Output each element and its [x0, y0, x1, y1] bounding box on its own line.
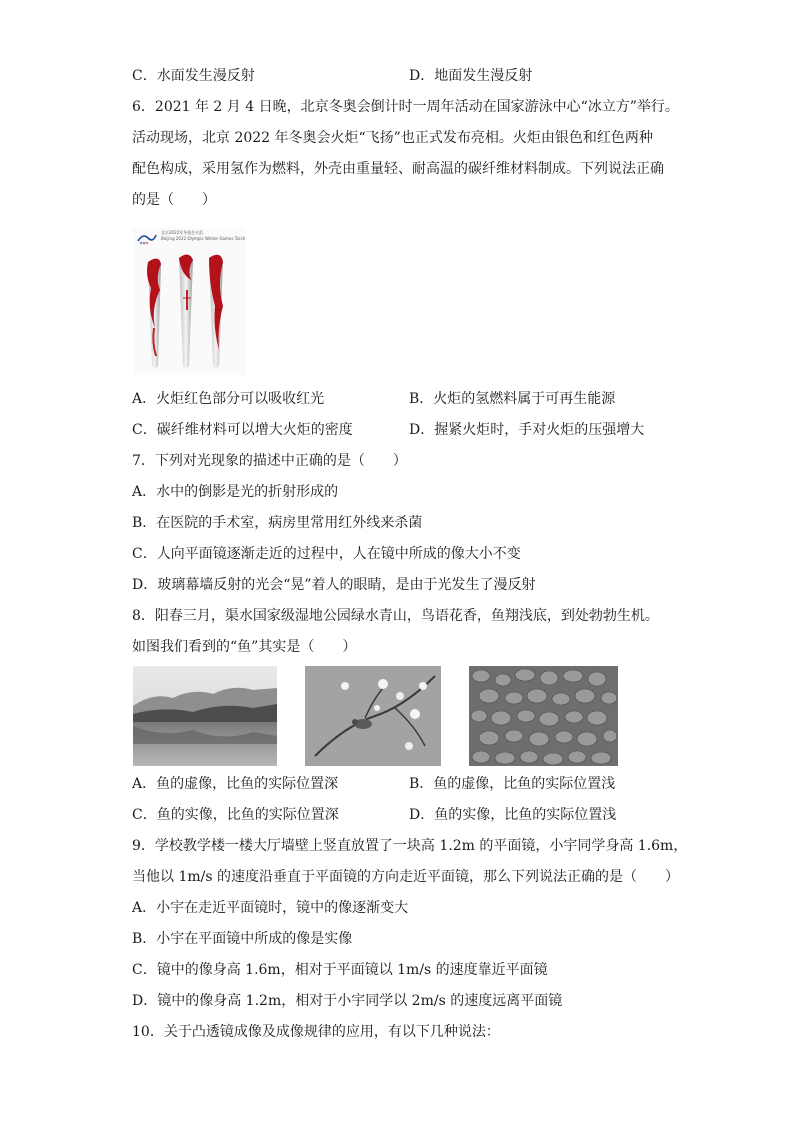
q8-option-a: A．鱼的虚像，比鱼的实际位置深: [132, 776, 339, 792]
q9-stem-line-1: 9．学校教学楼一楼大厅墙壁上竖直放置了一块高 1.2m 的平面镜，小宇同学身高 1.6m，: [132, 838, 688, 854]
lake-photo: [133, 666, 277, 766]
pebbles-photo: [469, 666, 618, 766]
q10-stem: 10．关于凸透镜成像及成像规律的应用，有以下几种说法：: [132, 1024, 500, 1040]
q6-option-b: B．火炬的氢燃料属于可再生能源: [409, 391, 616, 407]
q9-option-b: B．小宇在平面镜中所成的像是实像: [132, 931, 353, 947]
q5-option-d: D．地面发生漫反射: [409, 68, 533, 84]
q6-option-d: D．握紧火炬时，手对火炬的压强增大: [409, 422, 645, 438]
torch-image: [133, 228, 246, 375]
q9-option-d: D．镜中的像身高 1.2m，相对于小宇同学以 2m/s 的速度远离平面镜: [132, 993, 563, 1009]
torch-drawing: [133, 228, 246, 375]
q7-option-d: D．玻璃幕墙反射的光会“晃”着人的眼睛，是由于光发生了漫反射: [132, 577, 536, 593]
q7-stem: 7．下列对光现象的描述中正确的是（ ）: [132, 453, 407, 469]
q5-option-c: C．水面发生漫反射: [132, 68, 255, 84]
q8-option-b: B．鱼的虚像，比鱼的实际位置浅: [409, 776, 616, 792]
blossom-bird-photo: [305, 666, 441, 766]
q6-stem-line-4: 的是（ ）: [132, 192, 216, 208]
q6-stem-line-3: 配色构成，采用氢作为燃料，外壳由重量轻、耐高温的碳纤维材料制成。下列说法正确: [132, 161, 664, 177]
torch-caption-cn: 北京2022年冬奥会火炬: [161, 230, 204, 235]
q8-option-c: C．鱼的实像，比鱼的实际位置深: [132, 807, 339, 823]
q7-option-c: C．人向平面镜逐渐走近的过程中，人在镜中所成的像大小不变: [132, 546, 521, 562]
q7-option-a: A．水中的倒影是光的折射形成的: [132, 484, 339, 500]
q9-stem-line-2: 当他以 1m/s 的速度沿垂直于平面镜的方向走近平面镜，那么下列说法正确的是（ ）: [132, 869, 679, 885]
q9-option-c: C．镜中的像身高 1.6m，相对于平面镜以 1m/s 的速度靠近平面镜: [132, 962, 548, 978]
q6-stem-line-1: 6．2021 年 2 月 4 日晚，北京冬奥会倒计时一周年活动在国家游泳中心“冰立方”举行。: [132, 99, 679, 115]
q6-option-a: A．火炬红色部分可以吸收红光: [132, 391, 325, 407]
torch-caption-en: Beijing 2022 Olympic Winter Games Torch: [161, 236, 246, 241]
q8-stem-line-2: 如图我们看到的“鱼”其实是（ ）: [132, 639, 357, 655]
q8-option-d: D．鱼的实像，比鱼的实际位置浅: [409, 807, 617, 823]
q6-stem-line-2: 活动现场，北京 2022 年冬奥会火炬“飞扬”也正式发布亮相。火炬由银色和红色两种: [132, 130, 653, 146]
q7-option-b: B．在医院的手术室，病房里常用红外线来杀菌: [132, 515, 423, 531]
q9-option-a: A．小宇在走近平面镜时，镜中的像逐渐变大: [132, 900, 409, 916]
q8-stem-line-1: 8．阳春三月，渠水国家级湿地公园绿水青山，鸟语花香，鱼翔浅底，到处勃勃生机。: [132, 608, 659, 624]
q6-option-c: C．碳纤维材料可以增大火炬的密度: [132, 422, 353, 438]
